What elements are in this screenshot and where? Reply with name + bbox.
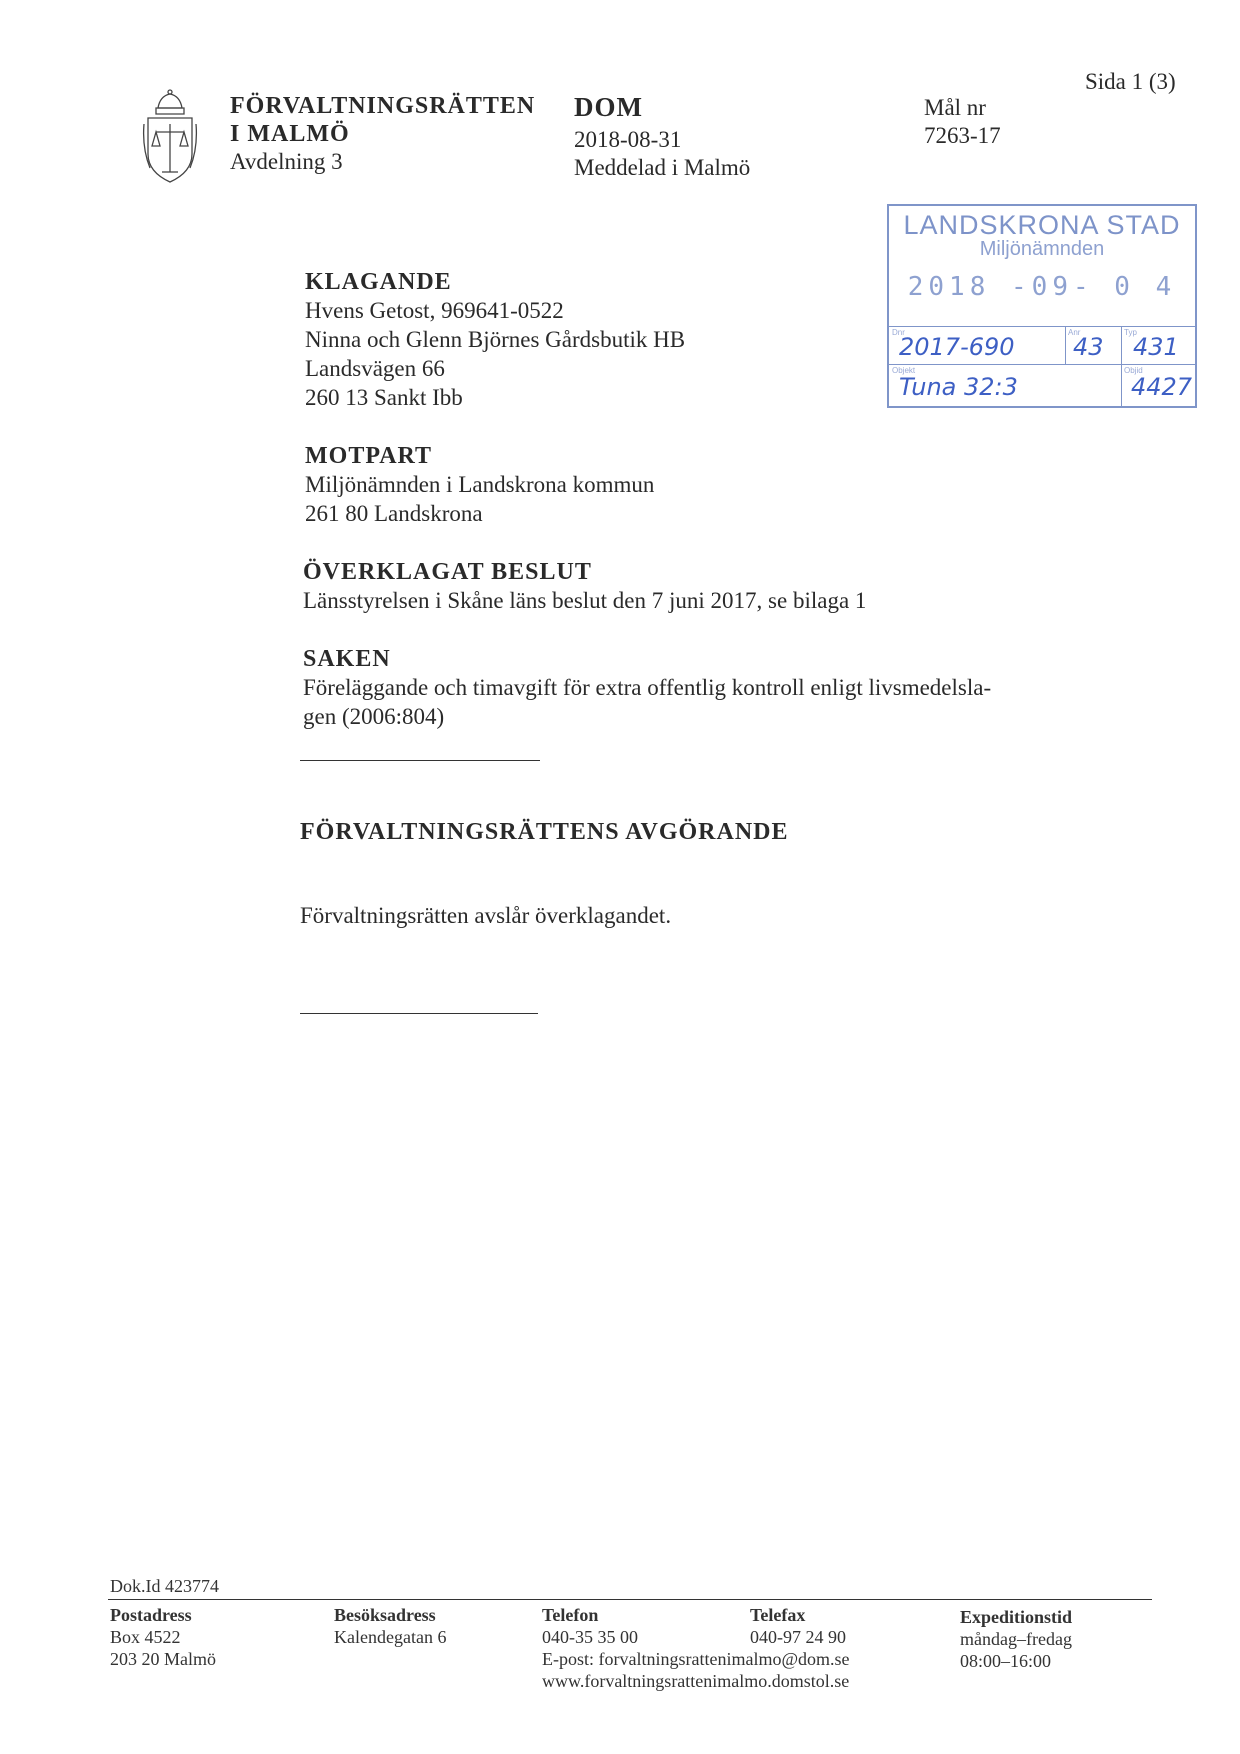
matter-heading: SAKEN <box>303 646 391 672</box>
stamp-cell-objekt <box>889 364 1122 407</box>
stamp-unit: Miljönämnden <box>979 238 1105 260</box>
stamp-label-typ: Typ <box>1124 328 1137 337</box>
issued-location: Meddelad i Malmö <box>574 155 751 180</box>
decision-text: Förvaltningsrätten avslår överklagandet. <box>300 903 672 928</box>
stamp-cell-dnr <box>889 326 1066 365</box>
website: www.forvaltningsrattenimalmo.domstol.se <box>542 1671 850 1691</box>
telefon-label: Telefon <box>542 1605 599 1625</box>
appeal-text: Länsstyrelsen i Skåne läns beslut den 7 juni 2017, se bilaga 1 <box>303 588 867 613</box>
decision-heading: FÖRVALTNINGSRÄTTENS AVGÖRANDE <box>300 819 789 845</box>
footer-expeditionstid <box>960 1606 1072 1672</box>
klagande-heading: KLAGANDE <box>305 269 452 295</box>
stamp-cell-objid <box>1121 364 1195 407</box>
expeditionstid-days: måndag–fredag <box>960 1629 1072 1649</box>
stamp-dnr: 2017-690 <box>899 333 1015 361</box>
footer-besoksadress <box>334 1604 446 1648</box>
stamp-cell-anr <box>1065 326 1122 365</box>
klagande-line: Hvens Getost, 969641-0522 <box>305 298 564 323</box>
stamp-org: LANDSKRONA STAD <box>903 210 1181 240</box>
telefax-number: 040-97 24 90 <box>750 1627 846 1647</box>
motpart-line: Miljönämnden i Landskrona kommun <box>305 472 655 497</box>
document-type: DOM <box>574 92 643 122</box>
stamp-anr: 43 <box>1073 333 1104 361</box>
motpart-heading: MOTPART <box>305 443 433 469</box>
matter-line: gen (2006:804) <box>303 704 445 729</box>
appeal-heading: ÖVERKLAGAT BESLUT <box>303 559 592 585</box>
court-name-line2: I MALMÖ <box>230 121 350 147</box>
judgment-date: 2018-08-31 <box>574 127 682 152</box>
expeditionstid-hours: 08:00–16:00 <box>960 1651 1052 1671</box>
postadress-line: 203 20 Malmö <box>110 1649 216 1669</box>
stamp-label-dnr: Dnr <box>892 328 905 337</box>
klagande-line: Landsvägen 66 <box>305 356 445 381</box>
besoksadress-line: Kalendegatan 6 <box>334 1627 447 1647</box>
telefax-label: Telefax <box>750 1605 806 1625</box>
section-divider <box>300 1013 538 1014</box>
motpart-line: 261 80 Landskrona <box>305 501 483 526</box>
received-stamp <box>887 204 1197 408</box>
postadress-label: Postadress <box>110 1605 192 1625</box>
klagande-line: Ninna och Glenn Björnes Gårdsbutik HB <box>305 327 686 352</box>
department: Avdelning 3 <box>230 149 343 174</box>
footer-postadress <box>110 1604 216 1670</box>
expeditionstid-label: Expeditionstid <box>960 1607 1073 1627</box>
stamp-cell-typ <box>1121 326 1195 365</box>
court-name-line1: FÖRVALTNINGSRÄTTEN <box>230 93 536 119</box>
besoksadress-label: Besöksadress <box>334 1605 436 1625</box>
stamp-date: 2018 -09- 0 4 <box>907 272 1177 302</box>
footer-telefax <box>750 1604 846 1648</box>
telefon-number: 040-35 35 00 <box>542 1627 638 1647</box>
postadress-line: Box 4522 <box>110 1627 181 1647</box>
case-number: 7263-17 <box>924 123 1001 148</box>
page-number: Sida 1 (3) <box>1085 69 1176 94</box>
stamp-objid: 4427 <box>1131 373 1193 401</box>
section-divider <box>300 760 540 761</box>
klagande-line: 260 13 Sankt Ibb <box>305 385 463 410</box>
stamp-objekt: Tuna 32:3 <box>899 373 1018 401</box>
coat-of-arms-emblem <box>140 88 200 192</box>
email-address: E-post: forvaltningsrattenimalmo@dom.se <box>542 1649 850 1669</box>
footer-divider <box>108 1599 1152 1600</box>
stamp-label-objid: Objid <box>1124 366 1143 375</box>
stamp-typ: 431 <box>1133 333 1179 361</box>
matter-line: Föreläggande och timavgift för extra offentlig kontroll enligt livsmedelsla- <box>303 675 992 700</box>
document-id: Dok.Id 423774 <box>110 1576 219 1596</box>
stamp-label-objekt: Objekt <box>892 366 916 375</box>
stamp-label-anr: Anr <box>1068 328 1081 337</box>
stamp-grid <box>889 326 1195 406</box>
case-number-label: Mål nr <box>924 95 986 120</box>
